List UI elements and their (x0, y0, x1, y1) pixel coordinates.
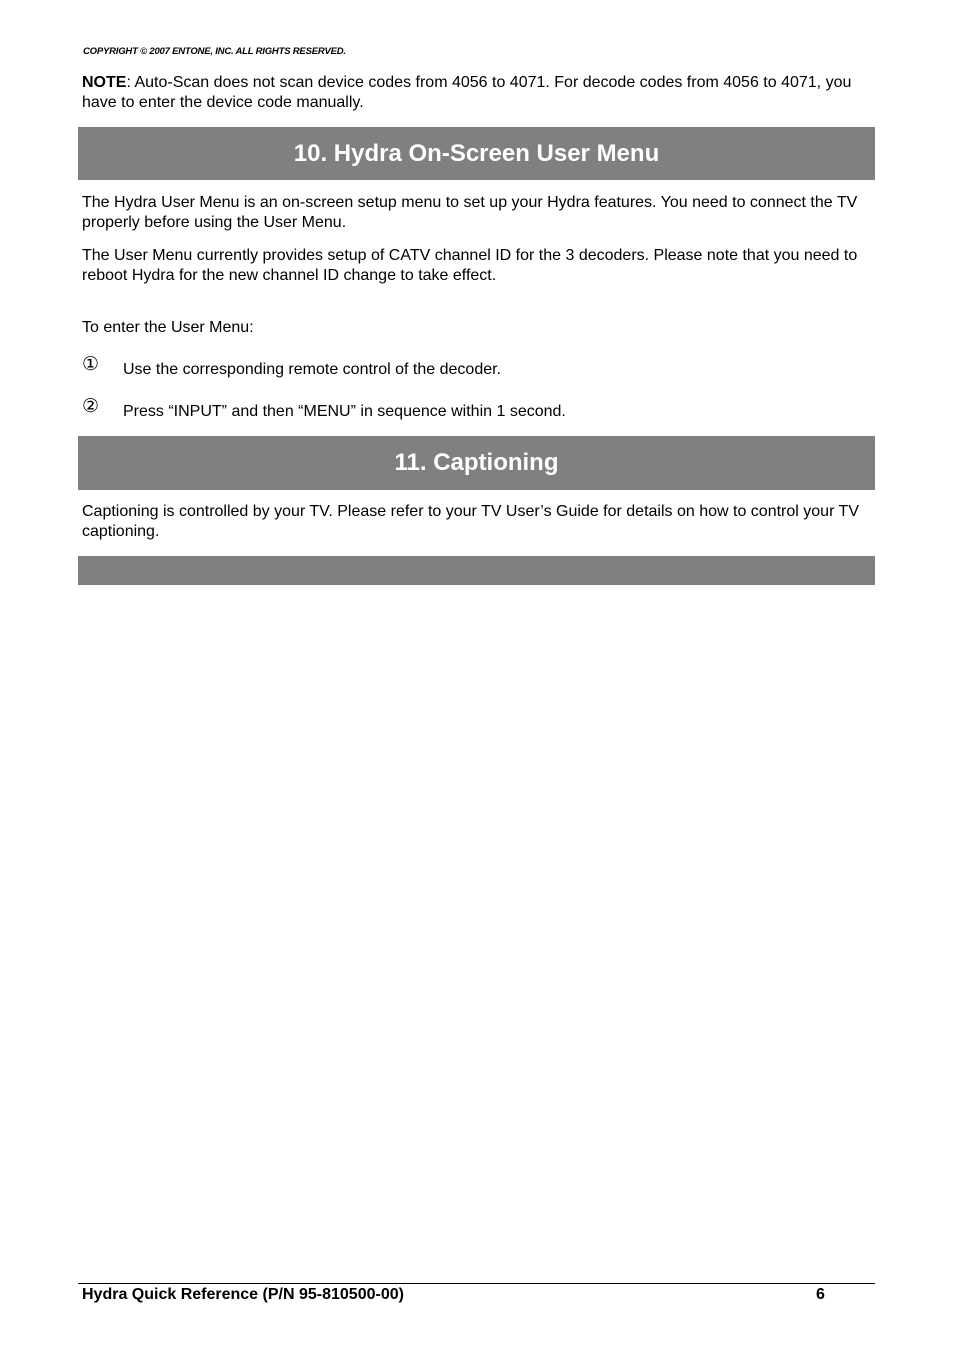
section-11-paragraph: Captioning is controlled by your TV. Please refer to your TV User’s Guide for details on how to control your TV captioning. (82, 503, 859, 540)
section-11-heading: 11. Captioning (78, 436, 875, 490)
step-2 (82, 398, 566, 422)
copyright-notice: COPYRIGHT © 2007 ENTONE, INC. ALL RIGHTS RESERVED. (83, 46, 346, 57)
empty-section-bar (78, 556, 875, 585)
page-number: 6 (816, 1286, 825, 1303)
section-10-paragraph-1: The Hydra User Menu is an on-screen setup menu to set up your Hydra features. You need to connect the TV properly before using the User Menu. (82, 194, 858, 231)
footer-title: Hydra Quick Reference (P/N 95-810500-00) (82, 1286, 404, 1303)
section-10-paragraph-2: The User Menu currently provides setup of CATV channel ID for the 3 decoders. Please note that you need to reboot Hydra for the new channel ID change to take effect. (82, 247, 858, 284)
step-1-number: ① (82, 354, 100, 375)
note-text: : Auto-Scan does not scan device codes from 4056 to 4071. For decode codes from 4056 to 4071, you have to enter the device code manually. (82, 74, 852, 111)
step-2-text: Press “INPUT” and then “MENU” in sequence within 1 second. (123, 403, 566, 420)
note-label: NOTE (82, 74, 127, 91)
step-2-number: ② (82, 396, 100, 417)
user-menu-intro: To enter the User Menu: (82, 319, 254, 336)
note-paragraph (82, 73, 877, 113)
step-1-text: Use the corresponding remote control of the decoder. (123, 361, 501, 378)
footer-divider (78, 1283, 875, 1284)
section-10-heading: 10. Hydra On-Screen User Menu (78, 127, 875, 180)
step-1 (82, 356, 501, 380)
